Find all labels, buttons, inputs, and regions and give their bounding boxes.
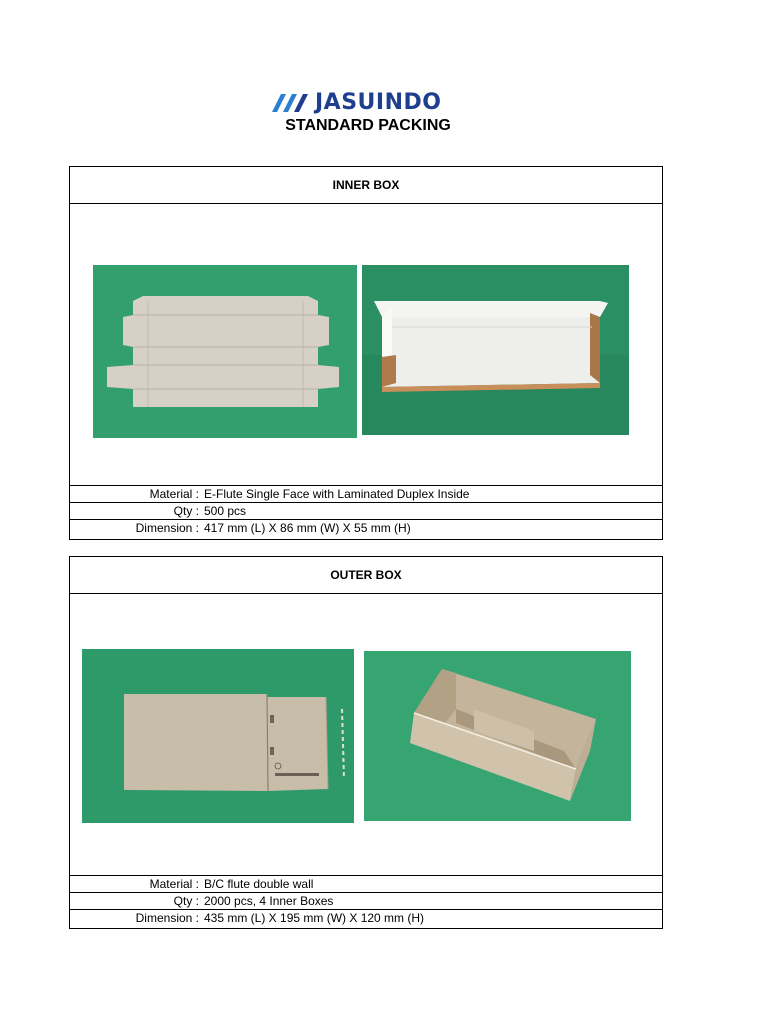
flat-outer-box-photo bbox=[82, 649, 354, 823]
spec-row-qty bbox=[70, 893, 662, 910]
open-outer-box-photo bbox=[364, 651, 631, 821]
spec-value: B/C flute double wall bbox=[204, 877, 314, 891]
spec-value: E-Flute Single Face with Laminated Duplex Inside bbox=[204, 487, 470, 501]
page-title: STANDARD PACKING bbox=[285, 117, 451, 134]
outer-box-photos bbox=[70, 594, 662, 876]
flat-outer-box-icon bbox=[82, 649, 354, 823]
spec-label: Dimension : bbox=[135, 521, 199, 535]
spec-row-material bbox=[70, 876, 662, 893]
flat-inner-box-icon bbox=[93, 265, 357, 438]
open-inner-box-icon bbox=[362, 265, 629, 435]
open-outer-box-icon bbox=[364, 651, 631, 821]
brand-name: JASUINDO bbox=[315, 90, 442, 115]
inner-box-photos bbox=[70, 204, 662, 486]
spec-label: Material : bbox=[149, 487, 199, 501]
spec-label: Material : bbox=[149, 877, 199, 891]
spec-value: 2000 pcs, 4 Inner Boxes bbox=[204, 894, 334, 908]
spec-label: Dimension : bbox=[135, 911, 199, 925]
jasuindo-logo bbox=[270, 90, 470, 116]
outer-box-title: OUTER BOX bbox=[70, 557, 662, 594]
spec-row-dimension bbox=[70, 520, 662, 537]
spec-row-material bbox=[70, 486, 662, 503]
spec-value: 500 pcs bbox=[204, 504, 247, 518]
flat-inner-box-photo bbox=[93, 265, 357, 438]
inner-box-title: INNER BOX bbox=[70, 167, 662, 204]
spec-label: Qty : bbox=[173, 894, 199, 908]
open-inner-box-photo bbox=[362, 265, 629, 435]
spec-row-qty bbox=[70, 503, 662, 520]
spec-row-dimension bbox=[70, 910, 662, 927]
logo-stripes-icon bbox=[270, 90, 314, 116]
spec-value: 435 mm (L) X 195 mm (W) X 120 mm (H) bbox=[204, 911, 425, 925]
inner-box-section bbox=[69, 166, 663, 540]
outer-box-section bbox=[69, 556, 663, 929]
spec-value: 417 mm (L) X 86 mm (W) X 55 mm (H) bbox=[204, 521, 411, 535]
spec-label: Qty : bbox=[173, 504, 199, 518]
